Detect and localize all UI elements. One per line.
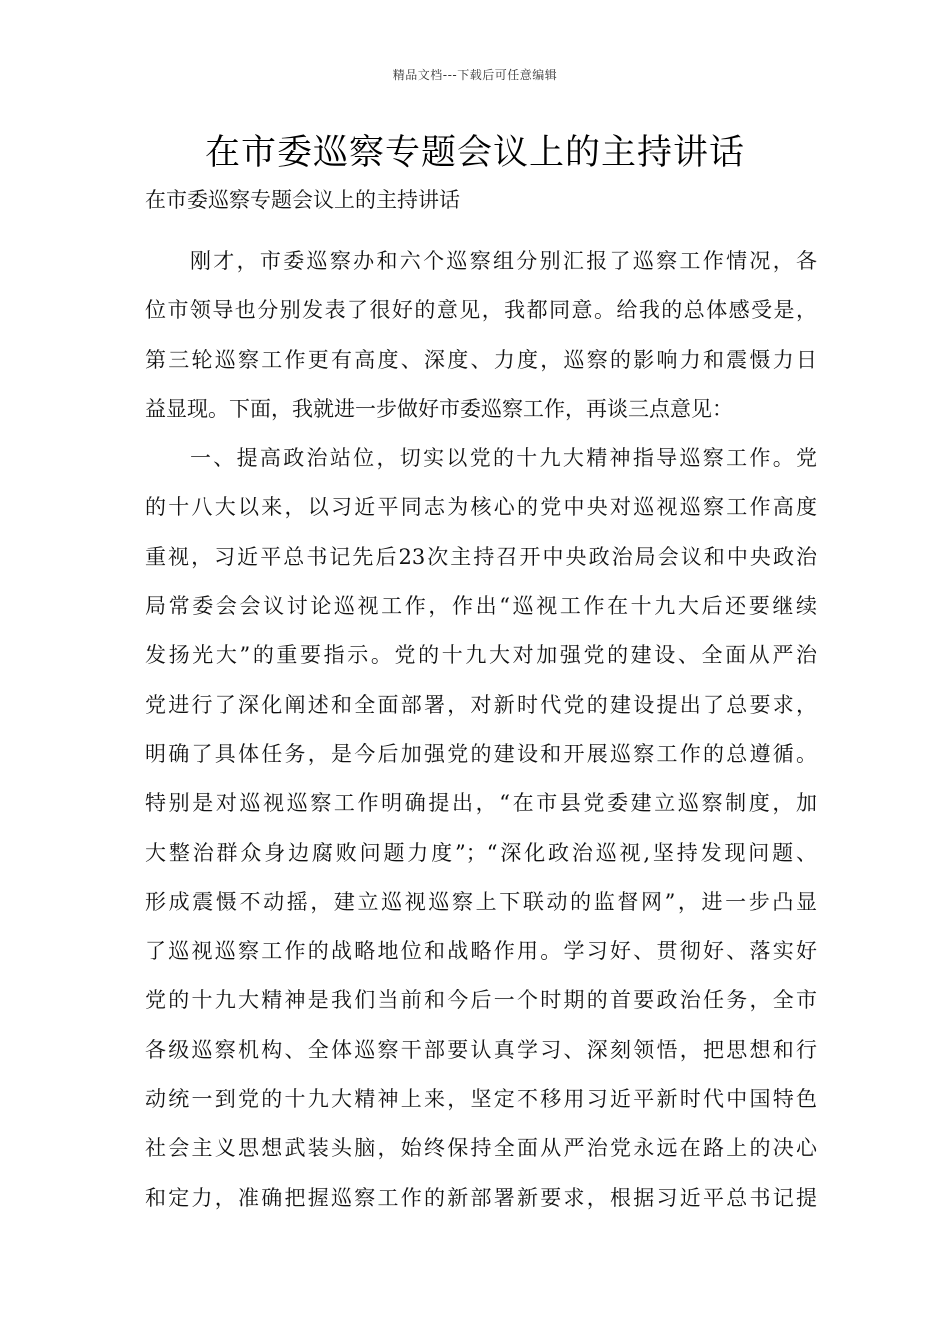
paragraph-line: 党的十九大精神是我们当前和今后一个时期的首要政治任务，全市: [145, 988, 817, 1013]
paragraph-line: 动统一到党的十九大精神上来，坚定不移用习近平新时代中国特色: [145, 1087, 817, 1112]
paragraph-line: 的十八大以来，以习近平同志为核心的党中央对巡视巡察工作高度: [145, 495, 817, 520]
paragraph-line: 大整治群众身边腐败问题力度”；“深化政治巡视,坚持发现问题、: [145, 840, 817, 865]
paragraph-line: 和定力，准确把握巡察工作的新部署新要求，根据习近平总书记提: [145, 1185, 817, 1210]
paragraph-line: 各级巡察机构、全体巡察干部要认真学习、深刻领悟，把思想和行: [145, 1037, 817, 1062]
paragraph-line: 第三轮巡察工作更有高度、深度、力度，巡察的影响力和震慑力日: [145, 347, 817, 372]
paragraph-line: 党进行了深化阐述和全面部署，对新时代党的建设提出了总要求，: [145, 692, 817, 717]
paragraph-1: [145, 237, 817, 434]
paragraph-line: 局常委会会议讨论巡视工作，作出“巡视工作在十九大后还要继续: [145, 594, 817, 619]
document-title: 在市委巡察专题会议上的主持讲话: [204, 133, 745, 173]
paragraph-line: 重视，习近平总书记先后23次主持召开中央政治局会议和中央政治: [145, 544, 817, 569]
document-body: [145, 182, 817, 1223]
paragraph-line: 刚才，市委巡察办和六个巡察组分别汇报了巡察工作情况，各: [190, 249, 817, 273]
paragraph-line: 一、提高政治站位，切实以党的十九大精神指导巡察工作。党: [190, 446, 817, 471]
paragraph-line: 特别是对巡视巡察工作明确提出，“在市县党委建立巡察制度，加: [145, 791, 817, 816]
document-subtitle: 在市委巡察专题会议上的主持讲话: [145, 188, 460, 212]
paragraph-line: 了巡视巡察工作的战略地位和战略作用。学习好、贯彻好、落实好: [145, 939, 817, 964]
paragraph-2: [145, 434, 817, 1223]
header-note: 精品文档---下载后可任意编辑: [392, 68, 558, 82]
paragraph-line: 益显现。下面，我就进一步做好市委巡察工作，再谈三点意见：: [145, 396, 733, 421]
paragraph-line: 位市领导也分别发表了很好的意见，我都同意。给我的总体感受是，: [145, 298, 817, 323]
paragraph-line: 社会主义思想武装头脑，始终保持全面从严治党永远在路上的决心: [145, 1136, 817, 1161]
paragraph-line: 发扬光大”的重要指示。党的十九大对加强党的建设、全面从严治: [145, 643, 817, 668]
paragraph-line: 明确了具体任务，是今后加强党的建设和开展巡察工作的总遵循。: [145, 741, 817, 766]
paragraph-line: 形成震慑不动摇，建立巡视巡察上下联动的监督网”，进一步凸显: [145, 889, 817, 914]
